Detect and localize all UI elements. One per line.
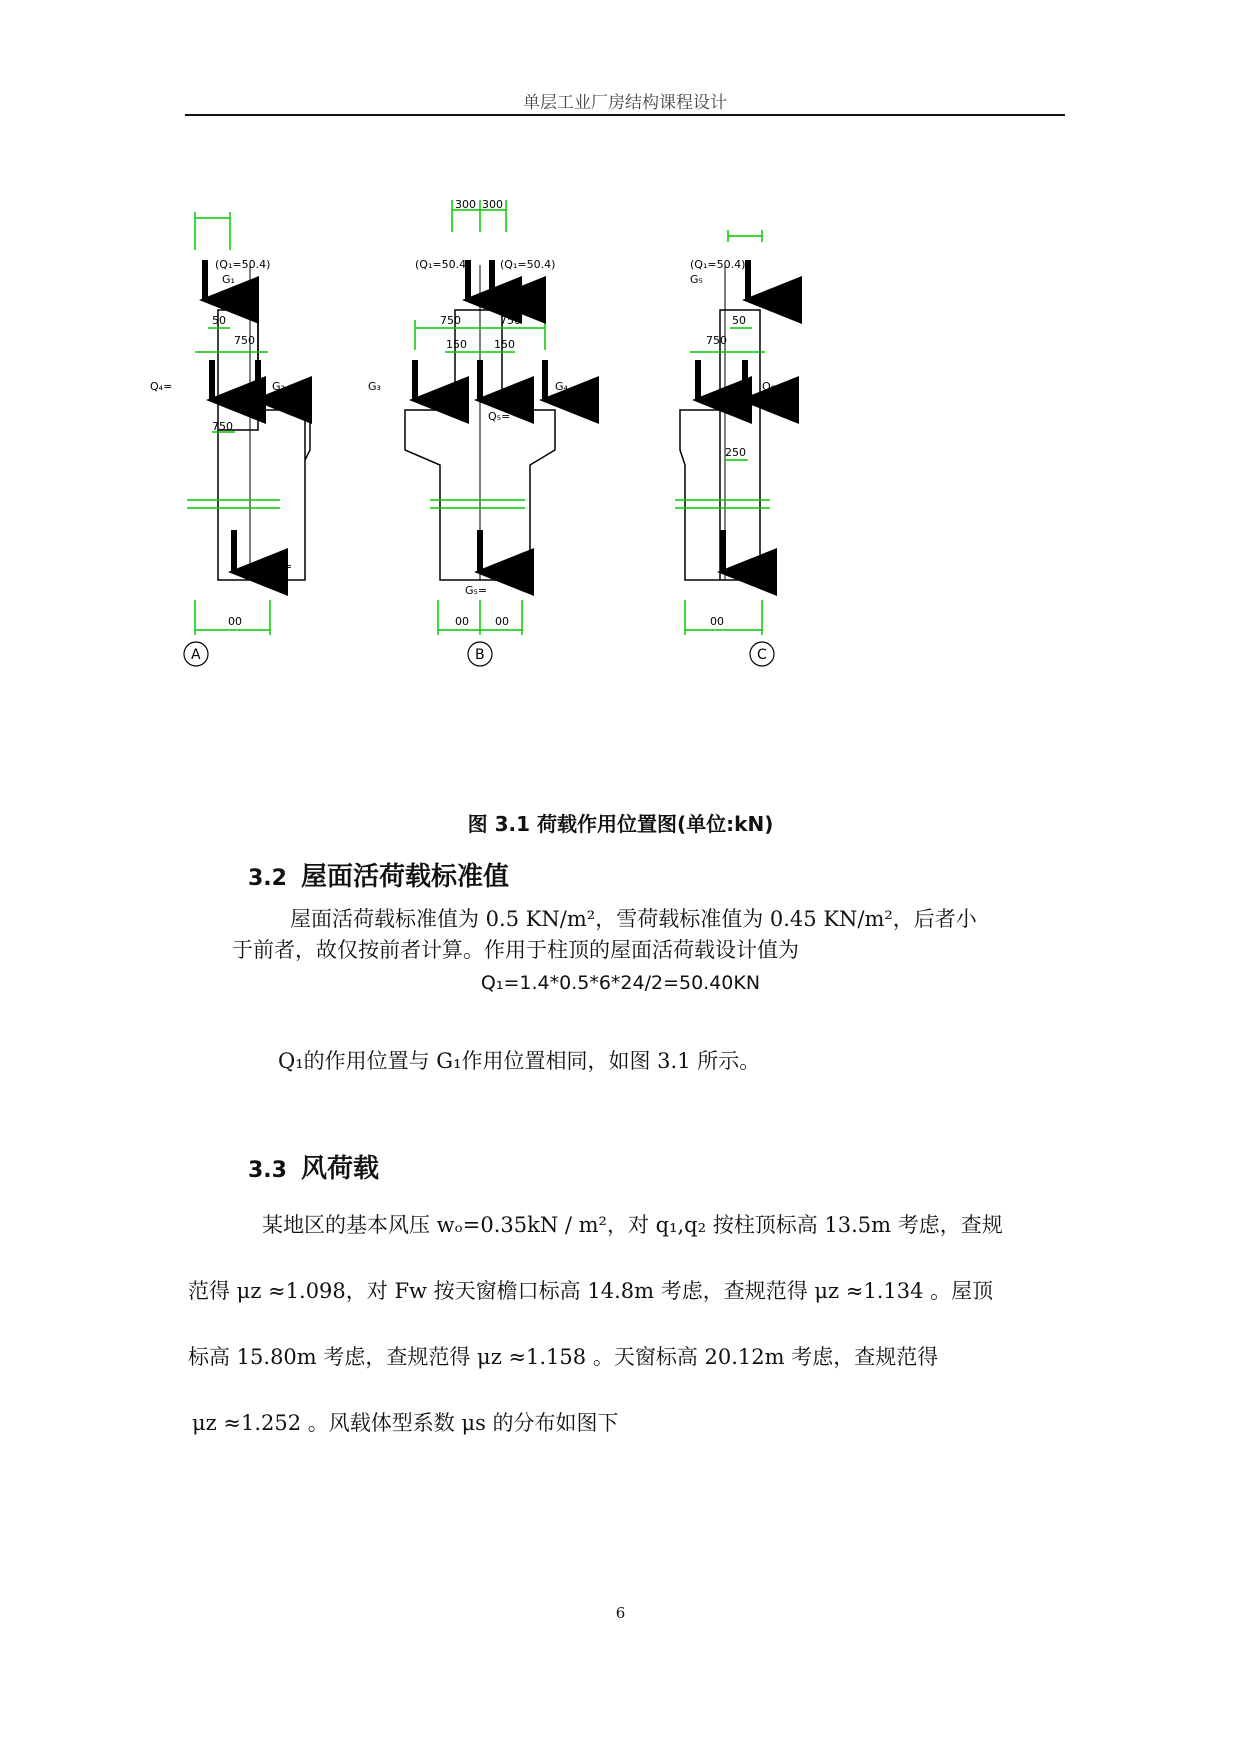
dim-c-50: 50 — [732, 314, 746, 327]
g-label-b2: G₄ — [555, 380, 568, 393]
figure-caption: 图 3.1 荷载作用位置图(单位:kN) — [467, 812, 774, 836]
dim-b-750l: 750 — [440, 314, 461, 327]
page-number: 6 — [615, 1604, 626, 1622]
side-label-a1: Q₄= — [150, 380, 173, 393]
section-title: 屋面活荷载标准值 — [300, 862, 509, 892]
axis-a: A — [191, 647, 201, 663]
bottom-dim-b1: 00 — [455, 615, 469, 628]
paragraph-line: μz ≈1.252 。风载体型系数 μs 的分布如图下 — [192, 1411, 619, 1435]
dim-b-750r: 750 — [500, 314, 521, 327]
bottom-dim-b2: 00 — [495, 615, 509, 628]
g-label-b1: G₃ — [368, 380, 381, 393]
load-position-figure — [150, 198, 930, 774]
section-number: 3.3 — [248, 1158, 287, 1183]
load-label-a: (Q₁=50.4) — [215, 258, 271, 271]
formula: Q₁=1.4*0.5*6*24/2=50.40KN — [480, 972, 761, 994]
dim-b-150r: 150 — [494, 338, 515, 351]
section-heading-3-3 — [248, 1148, 379, 1185]
section-heading-3-2 — [248, 856, 509, 893]
dim-a-750: 750 — [234, 334, 255, 347]
paragraph-line: 某地区的基本风压 wₒ=0.35kN / m²，对 q₁,q₂ 按柱顶标高 13.5m 考虑，查规 — [262, 1213, 1003, 1237]
axis-b: B — [475, 647, 485, 663]
axis-c: C — [757, 647, 767, 663]
column-c-loads — [698, 260, 748, 572]
side-label-c1: Q₆= — [762, 380, 785, 393]
load-label-c: (Q₁=50.4) — [690, 258, 746, 271]
load-label-b1: (Q₁=50.4) — [415, 258, 471, 271]
top-dim-b2: 300 — [482, 198, 503, 211]
dim-a-750b: 750 — [212, 420, 233, 433]
dim-c-750: 750 — [706, 334, 727, 347]
paragraph-line: Q₁的作用位置与 G₁作用位置相同，如图 3.1 所示。 — [278, 1049, 761, 1073]
g-label-c: G₅ — [690, 273, 703, 286]
bottom-dim-a: 00 — [228, 615, 242, 628]
paragraph-line: 标高 15.80m 考虑，查规范得 μz ≈1.158 。天窗标高 20.12m 考虑，查规范得 — [188, 1345, 939, 1369]
dim-b-150l: 150 — [446, 338, 467, 351]
section-title: 风荷载 — [300, 1154, 379, 1184]
bottom-dim-c: 00 — [710, 615, 724, 628]
section-number: 3.2 — [248, 866, 287, 891]
dim-a-50: 50 — [212, 314, 226, 327]
column-c-dims — [675, 230, 770, 635]
paragraph-line: 范得 μz ≈1.098，对 Fw 按天窗檐口标高 14.8m 考虑，查规范得 μz ≈1.134 。屋顶 — [188, 1279, 994, 1303]
dim-c-250: 250 — [725, 446, 746, 459]
paragraph-line: 屋面活荷载标准值为 0.5 KN/m²，雪荷载标准值为 0.45 KN/m²，后者小 — [290, 907, 977, 931]
running-header: 单层工业厂房结构课程设计 — [523, 93, 727, 113]
figure-svg — [150, 198, 930, 770]
load-label-b2: (Q₁=50.4) — [500, 258, 556, 271]
g-label-a2: G₂ — [272, 380, 285, 393]
paragraph-line: 于前者，故仅按前者计算。作用于柱顶的屋面活荷载设计值为 — [232, 938, 799, 962]
side-label-a2: G₄= — [270, 560, 293, 573]
g-label-a: G₁ — [222, 273, 235, 286]
header-rule — [185, 114, 1065, 116]
top-dim-b1: 300 — [455, 198, 476, 211]
side-label-b: Q₅= — [488, 410, 511, 423]
side-label-b2: G₅= — [465, 584, 488, 597]
